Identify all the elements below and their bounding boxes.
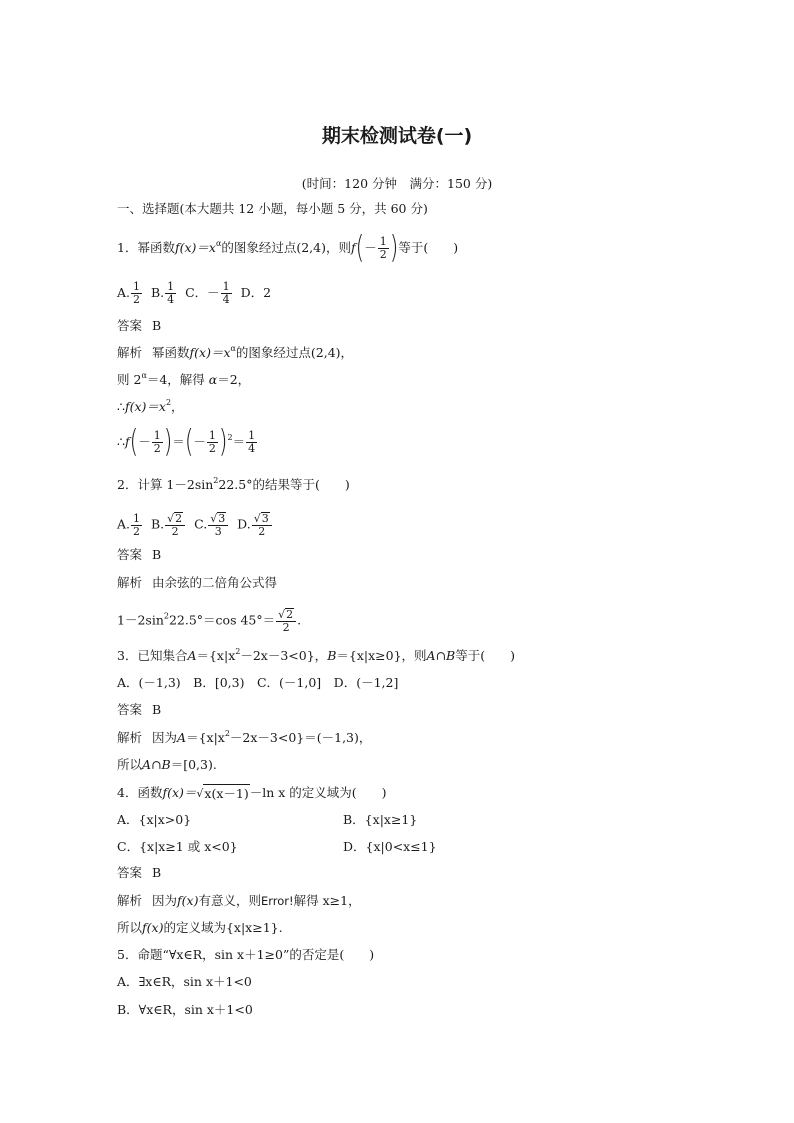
q3-answer: 答案 B [117,702,162,717]
q3-options: A．(－1,3) B．[0,3) C．(－1,0] D．(－1,2] [117,675,399,690]
q1-stem: 1．幂函数$f(x)=x^\alpha$的图象经过点(2,4)，则f(－ $\frac{1}{2}$ )等于( ) [117,230,459,266]
q1-answer: 答案 B [117,318,162,333]
section-heading: 一、选择题(本大题共 12 小题，每小题 5 分，共 60 分) [117,201,428,216]
q1-analysis-3: $\therefore f(x)=x^2$， [117,398,184,414]
q2-options: A. $\frac{1}{2}$ B. √ 2 2 C. √ 3 3 D. √ 3 2 [117,512,273,538]
q2-answer: 答案 B [117,547,162,562]
q2-analysis-1: 解析 由余弦的二倍角公式得 [117,575,278,590]
q2-analysis-2: $1-2\sin^222.5^\circ=\cos$ 45°＝ √ 2 2 . [117,608,302,634]
page-title: 期末检测试卷(一) [321,125,473,147]
q4-option-b: B．{x|x≥1} [343,812,418,827]
q1-analysis-2: 则 $2^\alpha=4$，解得 α＝2， [117,371,251,387]
q3-analysis-2: 所以A∩B＝[0,3). [117,757,217,772]
q1-options: A. $\frac{1}{2}$ B. $\frac{1}{4}$ C．－ $\frac{1}{4}$ D．2 [117,280,272,306]
exam-info: (时间：120 分钟 满分：150 分) [301,176,493,191]
q4-stem: 4．函数f(x)＝ √ x(x－1) －ln x 的定义域为( ) [117,785,387,801]
q4-analysis-2: 所以f(x)的定义域为{x|x≥1}. [117,920,283,935]
q4-option-d: D．{x|0<x≤1} [343,839,437,854]
q3-stem: 3．已知集合$A=\{x|x^2-2x-3<0\}$，B＝{x|x≥0}，则A∩B等于( ) [117,647,515,663]
q5-option-b: B．∀x∈R，sin x＋1<0 [117,1002,253,1017]
fraction: $\frac{1}{2}$ [379,235,387,261]
q4-option-a: A．{x|x>0} [117,812,192,827]
q4-option-c: C．{x|x≥1 或 x<0} [117,839,238,854]
q5-option-a: A．∃x∈R，sin x＋1<0 [117,974,252,989]
q1-analysis-4: ∴f(－ $\frac{1}{2}$ )＝(－ $\frac{1}{2}$ )$^2$＝ $\frac{1}{4}$ [117,424,256,460]
q4-analysis-1: 解析 因为f(x)有意义，则Error!解得 x≥1， [117,893,361,908]
q1-analysis-1: 解析 幂函数$f(x)=x^\alpha$的图象经过点(2,4)， [117,344,354,360]
q4-answer: 答案 B [117,865,162,880]
q5-stem: 5．命题“∀x∈R，sin x＋1≥0”的否定是( ) [117,947,375,962]
q2-stem: 2．计算 $1-2\sin^222.5^\circ$的结果等于( ) [117,476,350,492]
q3-analysis-1: 解析 因为$A=\{x|x^2-2x-3<0\}=(-1,3)$， [117,729,372,745]
